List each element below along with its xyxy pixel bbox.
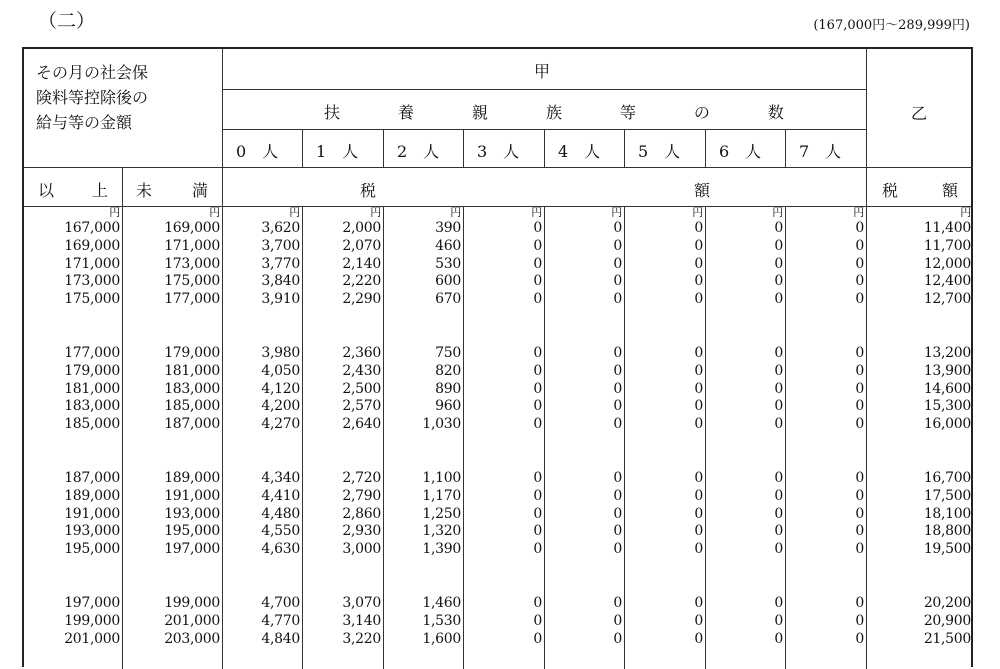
- table-cell: 18,800: [923, 523, 971, 540]
- table-cell: 0: [533, 594, 542, 611]
- column-dependents-5: [624, 206, 703, 648]
- table-cell: 0: [774, 469, 783, 486]
- tax-table: [22, 47, 973, 667]
- group-spacer: [302, 434, 381, 470]
- table-cell: 189,000: [164, 469, 220, 486]
- table-cell: 4,550: [261, 523, 300, 540]
- table-cell: 0: [533, 237, 542, 254]
- table-cell: 0: [774, 273, 783, 290]
- column-dependents-3: [463, 206, 542, 648]
- table-cell: 2,140: [342, 255, 381, 272]
- table-cell: 2,290: [342, 291, 381, 308]
- table-cell: 191,000: [164, 487, 220, 504]
- table-cell: 20,200: [923, 594, 971, 611]
- group-spacer: [544, 309, 622, 345]
- table-cell: 1,460: [422, 594, 461, 611]
- table-cell: 0: [613, 505, 622, 522]
- table-cell: 0: [774, 541, 783, 558]
- table-cell: 181,000: [164, 362, 220, 379]
- table-cell: 0: [613, 487, 622, 504]
- group-spacer: [785, 309, 864, 345]
- table-cell: 0: [855, 416, 864, 433]
- tax-amount-header: 税 額: [360, 181, 710, 200]
- table-cell: 0: [855, 362, 864, 379]
- table-cell: 0: [533, 416, 542, 433]
- table-cell: 3,840: [261, 273, 300, 290]
- table-cell: 2,930: [342, 523, 381, 540]
- table-cell: 0: [694, 594, 703, 611]
- group-spacer: [785, 434, 864, 470]
- table-cell: 0: [694, 220, 703, 236]
- table-cell: 0: [613, 541, 622, 558]
- table-cell: 2,500: [342, 380, 381, 397]
- table-cell: 193,000: [164, 505, 220, 522]
- ijou-header: 以 上: [38, 181, 108, 200]
- table-cell: 0: [613, 416, 622, 433]
- group-spacer: [866, 309, 971, 345]
- table-cell: 0: [694, 380, 703, 397]
- table-cell: 0: [694, 291, 703, 308]
- table-cell: 3,700: [261, 237, 300, 254]
- dependents-2-header: 2 人: [397, 142, 440, 161]
- table-cell: 185,000: [164, 398, 220, 415]
- table-cell: 1,250: [422, 505, 461, 522]
- yen-unit-label: 円: [450, 206, 461, 219]
- group-spacer: [705, 309, 783, 345]
- table-cell: 890: [435, 380, 461, 397]
- table-cell: 11,400: [923, 220, 971, 236]
- table-cell: 460: [435, 237, 461, 254]
- dependents-count-header: 扶 養 親 族 等 の 数: [324, 103, 784, 122]
- table-cell: 0: [613, 273, 622, 290]
- table-cell: 14,600: [923, 380, 971, 397]
- yen-unit-label: 円: [611, 206, 622, 219]
- table-cell: 0: [613, 594, 622, 611]
- table-cell: 179,000: [164, 344, 220, 361]
- table-cell: 2,360: [342, 344, 381, 361]
- table-cell: 0: [533, 541, 542, 558]
- column-dependents-1: [302, 206, 381, 648]
- miman-header: 未 満: [136, 181, 208, 200]
- table-cell: 177,000: [64, 344, 120, 361]
- table-cell: 0: [774, 612, 783, 629]
- column-from: [24, 206, 120, 648]
- table-cell: 185,000: [64, 416, 120, 433]
- table-cell: 2,640: [342, 416, 381, 433]
- table-cell: 0: [774, 220, 783, 236]
- table-number-title: （二）: [38, 10, 96, 32]
- group-spacer: [544, 434, 622, 470]
- table-cell: 183,000: [64, 398, 120, 415]
- column-dependents-4: [544, 206, 622, 648]
- group-spacer: [383, 559, 461, 595]
- table-cell: 2,070: [342, 237, 381, 254]
- table-cell: 0: [613, 344, 622, 361]
- group-spacer: [302, 559, 381, 595]
- table-cell: 0: [774, 487, 783, 504]
- table-cell: 820: [435, 362, 461, 379]
- table-cell: 183,000: [164, 380, 220, 397]
- table-cell: 3,220: [342, 630, 381, 647]
- group-spacer: [24, 434, 120, 470]
- table-cell: 13,200: [923, 344, 971, 361]
- table-cell: 0: [613, 362, 622, 379]
- table-cell: 171,000: [64, 255, 120, 272]
- table-cell: 2,430: [342, 362, 381, 379]
- dependents-0-header: 0 人: [236, 142, 279, 161]
- table-cell: 18,100: [923, 505, 971, 522]
- table-cell: 16,000: [923, 416, 971, 433]
- table-cell: 0: [613, 469, 622, 486]
- table-cell: 0: [613, 523, 622, 540]
- group-spacer: [222, 434, 300, 470]
- yen-unit-label: 円: [289, 206, 300, 219]
- group-spacer: [122, 434, 220, 470]
- table-cell: 0: [774, 523, 783, 540]
- table-cell: 187,000: [164, 416, 220, 433]
- table-cell: 0: [533, 469, 542, 486]
- table-cell: 0: [533, 291, 542, 308]
- table-cell: 530: [435, 255, 461, 272]
- table-cell: 0: [774, 237, 783, 254]
- group-spacer: [24, 309, 120, 345]
- table-cell: 0: [774, 630, 783, 647]
- table-cell: 0: [533, 505, 542, 522]
- table-cell: 4,120: [261, 380, 300, 397]
- table-cell: 0: [694, 344, 703, 361]
- table-cell: 197,000: [64, 594, 120, 611]
- table-cell: 0: [855, 344, 864, 361]
- table-cell: 670: [435, 291, 461, 308]
- table-cell: 0: [855, 255, 864, 272]
- table-cell: 0: [533, 523, 542, 540]
- column-dependents-7: [785, 206, 864, 648]
- dependents-7-header: 7 人: [799, 142, 842, 161]
- table-cell: 17,500: [923, 487, 971, 504]
- table-cell: 2,790: [342, 487, 381, 504]
- yen-unit-label: 円: [960, 206, 971, 219]
- kou-column-header: 甲: [534, 62, 551, 81]
- table-cell: 0: [855, 220, 864, 236]
- otsu-column-header: 乙: [911, 104, 928, 123]
- table-cell: 3,910: [261, 291, 300, 308]
- table-cell: 4,630: [261, 541, 300, 558]
- table-cell: 0: [694, 487, 703, 504]
- dependents-4-header: 4 人: [558, 142, 601, 161]
- table-cell: 960: [435, 398, 461, 415]
- table-cell: 2,570: [342, 398, 381, 415]
- table-cell: 2,860: [342, 505, 381, 522]
- table-cell: 4,410: [261, 487, 300, 504]
- table-cell: 193,000: [64, 523, 120, 540]
- table-cell: 0: [774, 344, 783, 361]
- group-spacer: [222, 309, 300, 345]
- table-cell: 169,000: [164, 220, 220, 236]
- table-cell: 0: [774, 255, 783, 272]
- salary-range-note: (167,000円～289,999円): [813, 18, 970, 33]
- table-cell: 0: [774, 380, 783, 397]
- otsu-tax-amount-header: 税 額: [882, 181, 958, 200]
- dependents-3-header: 3 人: [477, 142, 520, 161]
- table-cell: 12,700: [923, 291, 971, 308]
- table-cell: 2,220: [342, 273, 381, 290]
- table-cell: 4,770: [261, 612, 300, 629]
- table-cell: 0: [694, 255, 703, 272]
- group-spacer: [866, 434, 971, 470]
- group-spacer: [302, 309, 381, 345]
- table-cell: 0: [694, 362, 703, 379]
- table-cell: 0: [694, 505, 703, 522]
- column-dependents-6: [705, 206, 783, 648]
- group-spacer: [463, 309, 542, 345]
- table-cell: 0: [774, 362, 783, 379]
- group-spacer: [624, 309, 703, 345]
- group-spacer: [866, 559, 971, 595]
- table-cell: 0: [533, 380, 542, 397]
- table-cell: 0: [694, 541, 703, 558]
- table-cell: 173,000: [64, 273, 120, 290]
- dependents-6-header: 6 人: [719, 142, 762, 161]
- table-cell: 181,000: [64, 380, 120, 397]
- table-cell: 0: [855, 469, 864, 486]
- table-cell: 0: [533, 255, 542, 272]
- table-cell: 179,000: [64, 362, 120, 379]
- yen-unit-label: 円: [531, 206, 542, 219]
- table-cell: 0: [613, 291, 622, 308]
- table-cell: 19,500: [923, 541, 971, 558]
- table-cell: 1,390: [422, 541, 461, 558]
- group-spacer: [705, 559, 783, 595]
- table-cell: 1,170: [422, 487, 461, 504]
- table-cell: 0: [533, 344, 542, 361]
- group-spacer: [222, 559, 300, 595]
- group-spacer: [383, 434, 461, 470]
- table-cell: 12,000: [923, 255, 971, 272]
- table-cell: 0: [694, 273, 703, 290]
- table-cell: 4,700: [261, 594, 300, 611]
- table-cell: 0: [855, 630, 864, 647]
- table-cell: 0: [533, 630, 542, 647]
- table-cell: 0: [774, 398, 783, 415]
- table-cell: 0: [533, 362, 542, 379]
- table-cell: 203,000: [164, 630, 220, 647]
- table-cell: 3,000: [342, 541, 381, 558]
- table-cell: 390: [435, 220, 461, 236]
- table-cell: 0: [855, 398, 864, 415]
- table-cell: 4,270: [261, 416, 300, 433]
- column-otsu: [866, 206, 971, 648]
- table-cell: 4,050: [261, 362, 300, 379]
- group-spacer: [122, 309, 220, 345]
- table-cell: 0: [774, 505, 783, 522]
- table-cell: 1,600: [422, 630, 461, 647]
- table-cell: 16,700: [923, 469, 971, 486]
- group-spacer: [463, 559, 542, 595]
- table-cell: 15,300: [923, 398, 971, 415]
- yen-unit-label: 円: [692, 206, 703, 219]
- table-cell: 3,070: [342, 594, 381, 611]
- yen-unit-label: 円: [772, 206, 783, 219]
- yen-unit-label: 円: [370, 206, 381, 219]
- table-cell: 187,000: [64, 469, 120, 486]
- yen-unit-label: 円: [209, 206, 220, 219]
- table-cell: 0: [533, 612, 542, 629]
- dependents-5-header: 5 人: [638, 142, 681, 161]
- group-spacer: [624, 559, 703, 595]
- table-cell: 0: [694, 612, 703, 629]
- table-cell: 0: [774, 594, 783, 611]
- group-spacer: [122, 559, 220, 595]
- table-cell: 0: [613, 630, 622, 647]
- table-cell: 0: [613, 237, 622, 254]
- table-cell: 173,000: [164, 255, 220, 272]
- group-spacer: [705, 434, 783, 470]
- table-cell: 0: [533, 398, 542, 415]
- table-cell: 600: [435, 273, 461, 290]
- table-cell: 199,000: [64, 612, 120, 629]
- table-cell: 167,000: [64, 220, 120, 236]
- table-cell: 0: [855, 523, 864, 540]
- table-cell: 4,340: [261, 469, 300, 486]
- table-cell: 4,200: [261, 398, 300, 415]
- table-cell: 0: [694, 416, 703, 433]
- table-cell: 0: [613, 255, 622, 272]
- table-cell: 0: [855, 505, 864, 522]
- table-cell: 0: [855, 237, 864, 254]
- table-cell: 0: [613, 220, 622, 236]
- group-spacer: [383, 309, 461, 345]
- table-cell: 1,030: [422, 416, 461, 433]
- table-cell: 0: [855, 273, 864, 290]
- group-spacer: [463, 434, 542, 470]
- table-cell: 3,140: [342, 612, 381, 629]
- group-spacer: [785, 559, 864, 595]
- table-cell: 171,000: [164, 237, 220, 254]
- table-cell: 0: [855, 380, 864, 397]
- table-cell: 3,980: [261, 344, 300, 361]
- group-spacer: [544, 559, 622, 595]
- table-cell: 175,000: [164, 273, 220, 290]
- table-cell: 201,000: [164, 612, 220, 629]
- yen-unit-label: 円: [109, 206, 120, 219]
- dependents-1-header: 1 人: [316, 142, 359, 161]
- table-cell: 0: [533, 487, 542, 504]
- table-cell: 0: [855, 541, 864, 558]
- table-cell: 0: [774, 291, 783, 308]
- group-spacer: [24, 559, 120, 595]
- table-cell: 0: [694, 469, 703, 486]
- table-cell: 0: [694, 237, 703, 254]
- table-cell: 0: [533, 273, 542, 290]
- table-cell: 175,000: [64, 291, 120, 308]
- table-cell: 1,320: [422, 523, 461, 540]
- column-dependents-2: [383, 206, 461, 648]
- table-cell: 3,770: [261, 255, 300, 272]
- table-cell: 0: [774, 416, 783, 433]
- table-cell: 12,400: [923, 273, 971, 290]
- column-to: [122, 206, 220, 648]
- table-cell: 0: [855, 612, 864, 629]
- column-dependents-0: [222, 206, 300, 648]
- table-cell: 1,100: [422, 469, 461, 486]
- table-cell: 2,000: [342, 220, 381, 236]
- table-cell: 750: [435, 344, 461, 361]
- salary-amount-label: その月の社会保 険料等控除後の 給与等の金額: [36, 63, 149, 132]
- table-cell: 2,720: [342, 469, 381, 486]
- table-cell: 11,700: [923, 237, 971, 254]
- yen-unit-label: 円: [853, 206, 864, 219]
- table-cell: 21,500: [923, 630, 971, 647]
- table-cell: 201,000: [64, 630, 120, 647]
- table-cell: 0: [855, 594, 864, 611]
- table-cell: 191,000: [64, 505, 120, 522]
- table-cell: 177,000: [164, 291, 220, 308]
- table-cell: 4,480: [261, 505, 300, 522]
- group-spacer: [624, 434, 703, 470]
- table-cell: 0: [694, 630, 703, 647]
- table-cell: 0: [694, 398, 703, 415]
- table-cell: 0: [613, 380, 622, 397]
- table-cell: 20,900: [923, 612, 971, 629]
- table-cell: 195,000: [164, 523, 220, 540]
- table-cell: 0: [855, 487, 864, 504]
- table-cell: 0: [613, 612, 622, 629]
- table-cell: 169,000: [64, 237, 120, 254]
- table-cell: 195,000: [64, 541, 120, 558]
- table-cell: 199,000: [164, 594, 220, 611]
- table-cell: 3,620: [261, 220, 300, 236]
- table-cell: 0: [533, 220, 542, 236]
- table-cell: 0: [694, 523, 703, 540]
- table-cell: 4,840: [261, 630, 300, 647]
- table-cell: 0: [855, 291, 864, 308]
- table-cell: 0: [613, 398, 622, 415]
- table-cell: 13,900: [923, 362, 971, 379]
- table-cell: 1,530: [422, 612, 461, 629]
- table-cell: 189,000: [64, 487, 120, 504]
- table-cell: 197,000: [164, 541, 220, 558]
